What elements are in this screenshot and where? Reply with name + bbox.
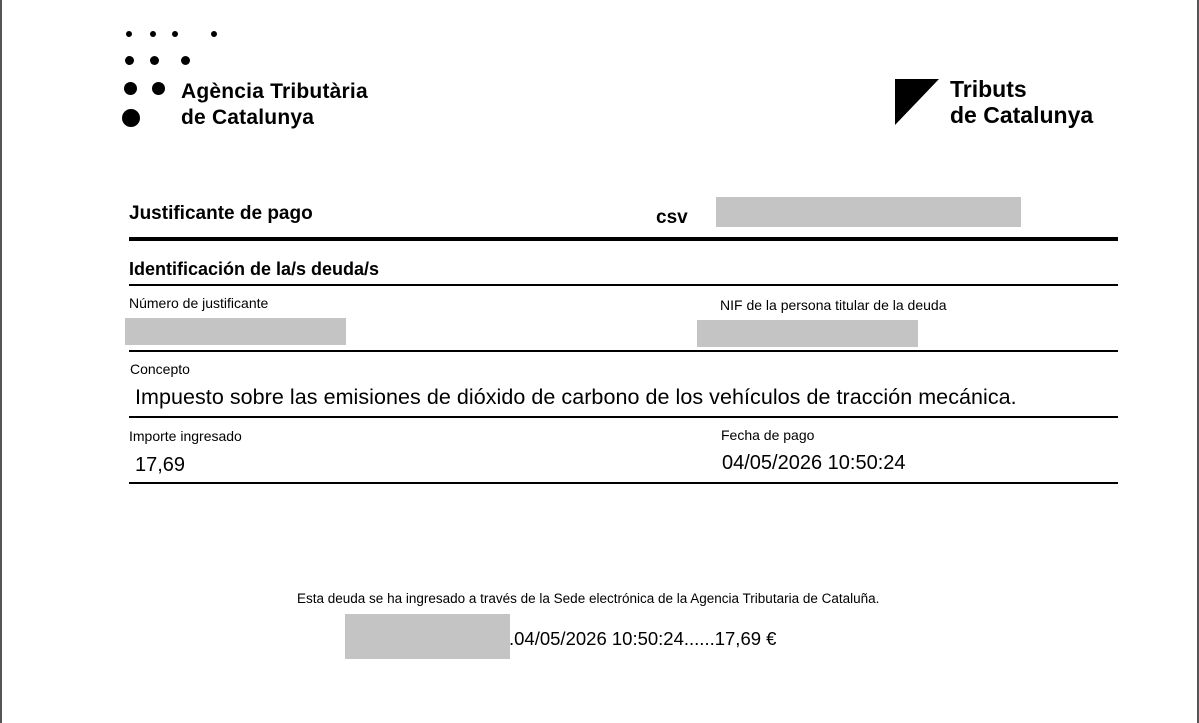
document-title: Justificante de pago [129,203,313,224]
agency-logo-line1: Agència Tributària [181,80,368,103]
csv-label: csv [656,207,688,228]
payment-summary-line: .04/05/2026 10:50:24......17,69 € [509,628,777,649]
payment-channel-note: Esta deuda se ha ingresado a través de la Sede electrónica de la Agencia Tributaria de Cataluña. [297,591,880,606]
amount-value: 17,69 [135,454,186,476]
payment-date-label: Fecha de pago [721,427,815,443]
header-rule [129,237,1118,241]
receipt-number-label: Número de justificante [129,295,269,311]
section-rule [129,284,1118,286]
tributs-logo-line2: de Catalunya [950,102,1094,128]
concept-label: Concepto [130,361,190,377]
tributs-logo-icon [895,79,941,127]
concept-value: Impuesto sobre las emisiones de dióxido de carbono de los vehículos de tracción mecánica. [135,385,1017,409]
tributs-logo-line1: Tributs [950,76,1027,102]
nif-value-redacted [697,320,918,347]
csv-value-redacted [716,197,1021,227]
amount-label: Importe ingresado [129,428,242,444]
receipt-number-redacted [125,318,346,345]
tributs-logo-text [950,76,1093,128]
payment-date-value: 04/05/2026 10:50:24 [722,452,906,474]
debt-section-title: Identificación de la/s deuda/s [129,259,380,279]
rule-after-concept [129,416,1118,418]
agency-logo-line2: de Catalunya [181,106,315,129]
agency-logo-text [181,79,368,131]
rule-after-ids [129,350,1118,352]
page-border-left [0,0,2,723]
footer-reference-redacted [345,614,510,659]
rule-after-amount [129,482,1118,484]
nif-label: NIF de la persona titular de la deuda [720,297,947,313]
